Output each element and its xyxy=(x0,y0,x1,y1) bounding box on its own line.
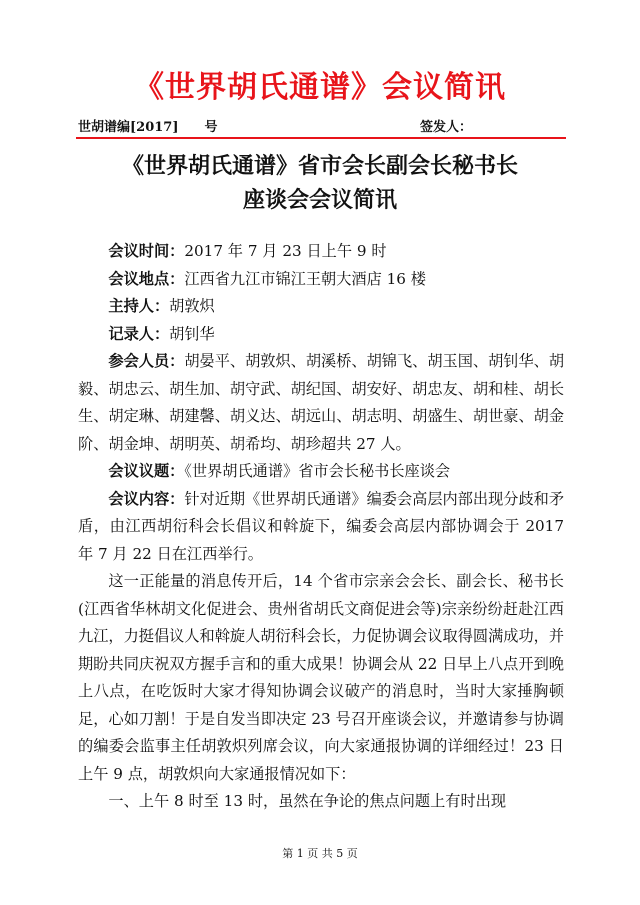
meeting-place-label: 会议地点： xyxy=(108,269,185,288)
document-title xyxy=(60,150,580,218)
issuer-label: 签发人： xyxy=(420,120,473,135)
meeting-topic-value: 《世界胡氏通谱》省市会长秘书长座谈会 xyxy=(184,462,451,480)
document-body xyxy=(78,238,564,816)
meeting-time-label: 会议时间： xyxy=(108,242,185,260)
meeting-attendees xyxy=(78,348,564,458)
meeting-topic-label: 会议议题： xyxy=(108,462,185,480)
meeting-recorder xyxy=(78,321,564,349)
meeting-content-label: 会议内容： xyxy=(108,489,185,508)
meeting-topic xyxy=(78,458,564,486)
meeting-recorder-label: 记录人： xyxy=(108,324,170,343)
meeting-content-value: 针对近期《世界胡氏通谱》编委会高层内部出现分歧和矛盾，由江西胡衍科会长倡议和斡旋下，编委会高层内部协调会于 2017 年 7 月 22 日在江西举行。 xyxy=(78,489,565,563)
meeting-host xyxy=(78,293,564,321)
document-number: 世胡谱编[2017] 号 xyxy=(78,120,218,135)
meeting-host-label: 主持人： xyxy=(108,297,170,315)
meeting-content xyxy=(78,486,564,569)
body-paragraph-1: 这一正能量的消息传开后，14 个省市宗亲会会长、副会长、秘书长(江西省华林胡文化促进会、贵州省胡氏文商促进会等)宗亲纷纷赶赴江西九江，力挺倡议人和斡旋人胡衍科会长，力促协调会议取得圆满成功，并期盼共同庆祝双方握手言和的重大成果！协调会从 22 日早上八点开到晚上八点，在吃饭时大家才得知协调会议破产的消息时，当时大家捶胸顿足，心如刀割！于是自发当即决定 23 号召开座谈会议，并邀请参与协调的编委会监事主任胡敦炽列席会议，向大家通报协调的详细经过！23 日上午 9 点，胡敦炽向大家通报情况如下： xyxy=(78,572,564,783)
meeting-place xyxy=(78,266,564,294)
meeting-attendees-value: 胡晏平、胡敦炽、胡溪桥、胡锦飞、胡玉国、胡钊华、胡毅、胡忠云、胡生加、胡守武、胡纪国、胡安好、胡忠友、胡和桂、胡长生、胡定琳、胡建馨、胡义达、胡远山、胡志明、胡盛生、胡世豪、胡金阶、胡金坤、胡明英、胡希均、胡珍超共 27 人。 xyxy=(78,352,565,453)
meeting-time-value: 2017 年 7 月 23 日上午 9 时 xyxy=(184,242,387,260)
meeting-recorder-value: 胡钊华 xyxy=(169,324,215,343)
masthead-title: 《世界胡氏通谱》会议简讯 xyxy=(134,70,506,105)
red-divider xyxy=(76,137,566,139)
meeting-place-value: 江西省九江市锦江王朝大酒店 16 楼 xyxy=(184,269,426,288)
page-footer: 第 1 页 共 5 页 xyxy=(282,847,358,860)
body-paragraph-2: 一、上午 8 时至 13 时，虽然在争论的焦点问题上有时出现 xyxy=(108,792,507,810)
meeting-attendees-label: 参会人员： xyxy=(108,352,185,370)
meeting-host-value: 胡敦炽 xyxy=(169,297,215,315)
title-line-2: 座谈会会议简讯 xyxy=(242,188,397,213)
title-line-1: 《世界胡氏通谱》省市会长副会长秘书长 xyxy=(121,154,518,179)
meeting-time xyxy=(78,238,564,266)
